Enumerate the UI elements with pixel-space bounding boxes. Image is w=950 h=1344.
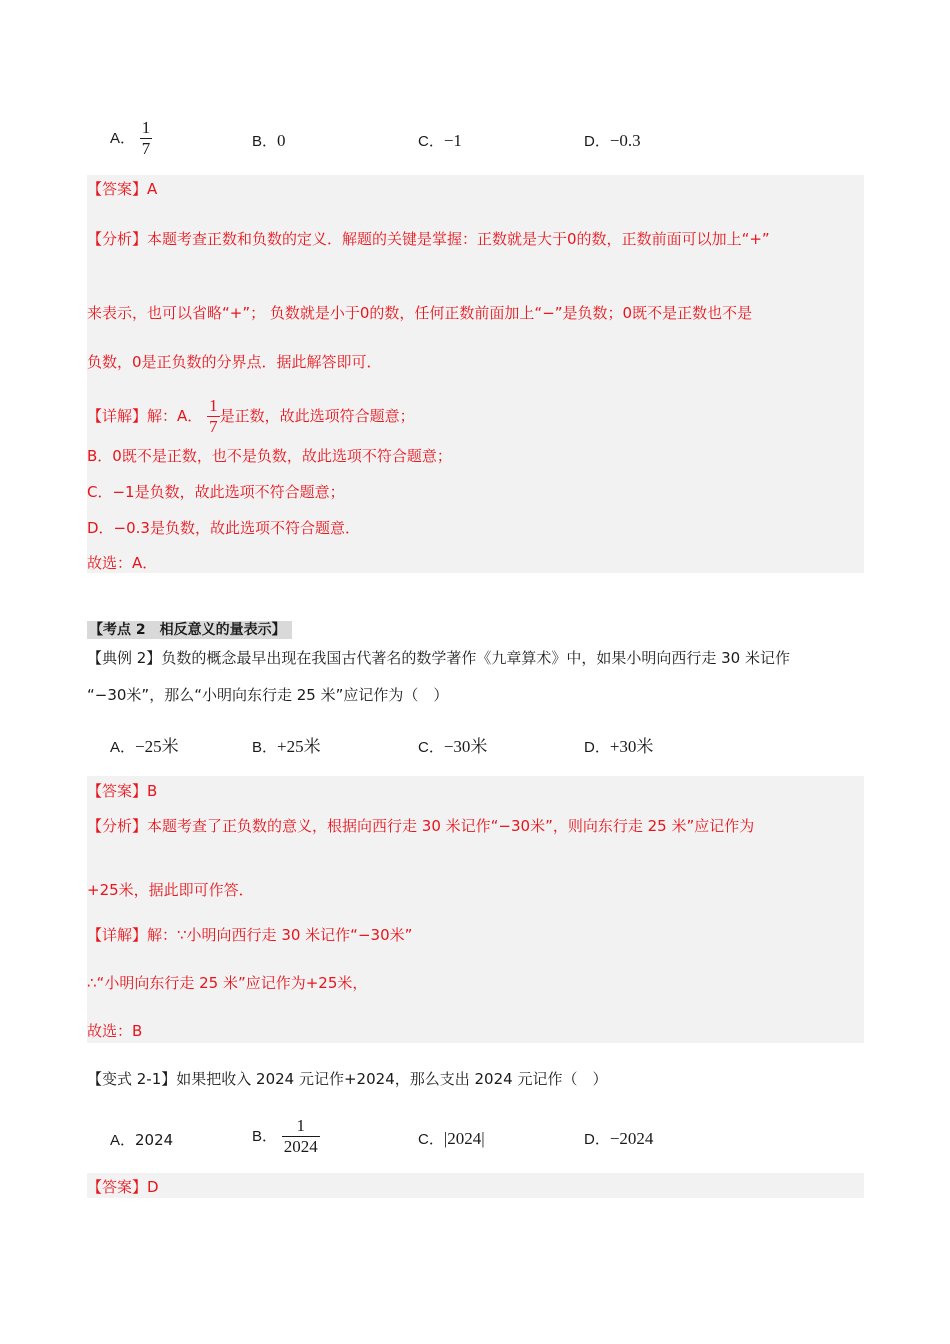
variant21-option-c: C．|2024|	[418, 1129, 485, 1148]
section-title: 【考点 2 相反意义的量表示】	[87, 621, 292, 639]
example2-line1: 【典例 2】负数的概念最早出现在我国古代著名的数学著作《九章算术》中，如果小明向西行走 30 米记作	[87, 649, 790, 667]
example2-conclusion: 故选：B	[87, 1022, 143, 1040]
example2-option-b: B．+25米	[252, 737, 321, 756]
fraction: $\frac{1}{2024}$	[283, 1116, 318, 1156]
variant21-solution-panel	[87, 1173, 864, 1198]
variant21-option-b: B． $\frac{1}{2024}$	[252, 1116, 318, 1156]
fraction: $\frac{1}{7}$	[141, 118, 151, 158]
example2-detail-line2: ∴“小明向东行走 25 米”应记作为+25米，	[87, 974, 368, 992]
example2-option-c: C．−30米	[418, 737, 488, 756]
q1-detail: 【详解】解：A． $\frac{1}{7}$ 是正数，故此选项符合题意；	[87, 396, 415, 436]
example2-analysis-line2: +25米，据此即可作答．	[87, 881, 254, 899]
q1-conclusion: 故选：A．	[87, 554, 158, 572]
q1-analysis-line3: 负数，0是正负数的分界点．据此解答即可．	[87, 353, 382, 371]
fraction: $\frac{1}{7}$	[209, 396, 218, 436]
q1-detail-c: C．−1是负数，故此选项不符合题意；	[87, 483, 345, 501]
example2-detail-line1: 【详解】解：∵小明向西行走 30 米记作“−30米”	[87, 926, 413, 944]
q1-detail-b: B．0既不是正数，也不是负数，故此选项不符合题意；	[87, 447, 452, 465]
variant21-option-a: A．2024	[110, 1131, 174, 1149]
variant21-answer: 【答案】D	[87, 1178, 159, 1196]
q1-option-a: A． $\frac{1}{7}$	[110, 118, 151, 158]
q1-option-d: D．−0.3	[584, 131, 641, 150]
q1-option-c: C．−1	[418, 131, 462, 150]
q1-option-b: B．0	[252, 131, 286, 150]
example2-analysis-line1: 【分析】本题考查了正负数的意义，根据向西行走 30 米记作“−30米”，则向东行走 25 米”应记作为	[87, 817, 755, 835]
q1-analysis-line1: 【分析】本题考查正数和负数的定义．解题的关键是掌握：正数就是大于0的数，正数前面可以加上“+”	[87, 230, 770, 248]
example2-answer: 【答案】B	[87, 782, 158, 800]
q1-detail-d: D．−0.3是负数，故此选项不符合题意．	[87, 519, 360, 537]
example2-option-a: A．−25米	[110, 737, 179, 756]
example2-option-d: D．+30米	[584, 737, 654, 756]
variant21-question: 【变式 2-1】如果把收入 2024 元记作+2024，那么支出 2024 元记作（ ）	[87, 1070, 608, 1088]
example2-line2: “−30米”，那么“小明向东行走 25 米”应记作为（ ）	[87, 686, 449, 704]
q1-answer: 【答案】A	[87, 180, 158, 198]
variant21-option-d: D．−2024	[584, 1129, 654, 1148]
q1-analysis-line2: 来表示，也可以省略“+”； 负数就是小于0的数，任何正数前面加上“−”是负数；0既不是正数也不是	[87, 304, 753, 322]
